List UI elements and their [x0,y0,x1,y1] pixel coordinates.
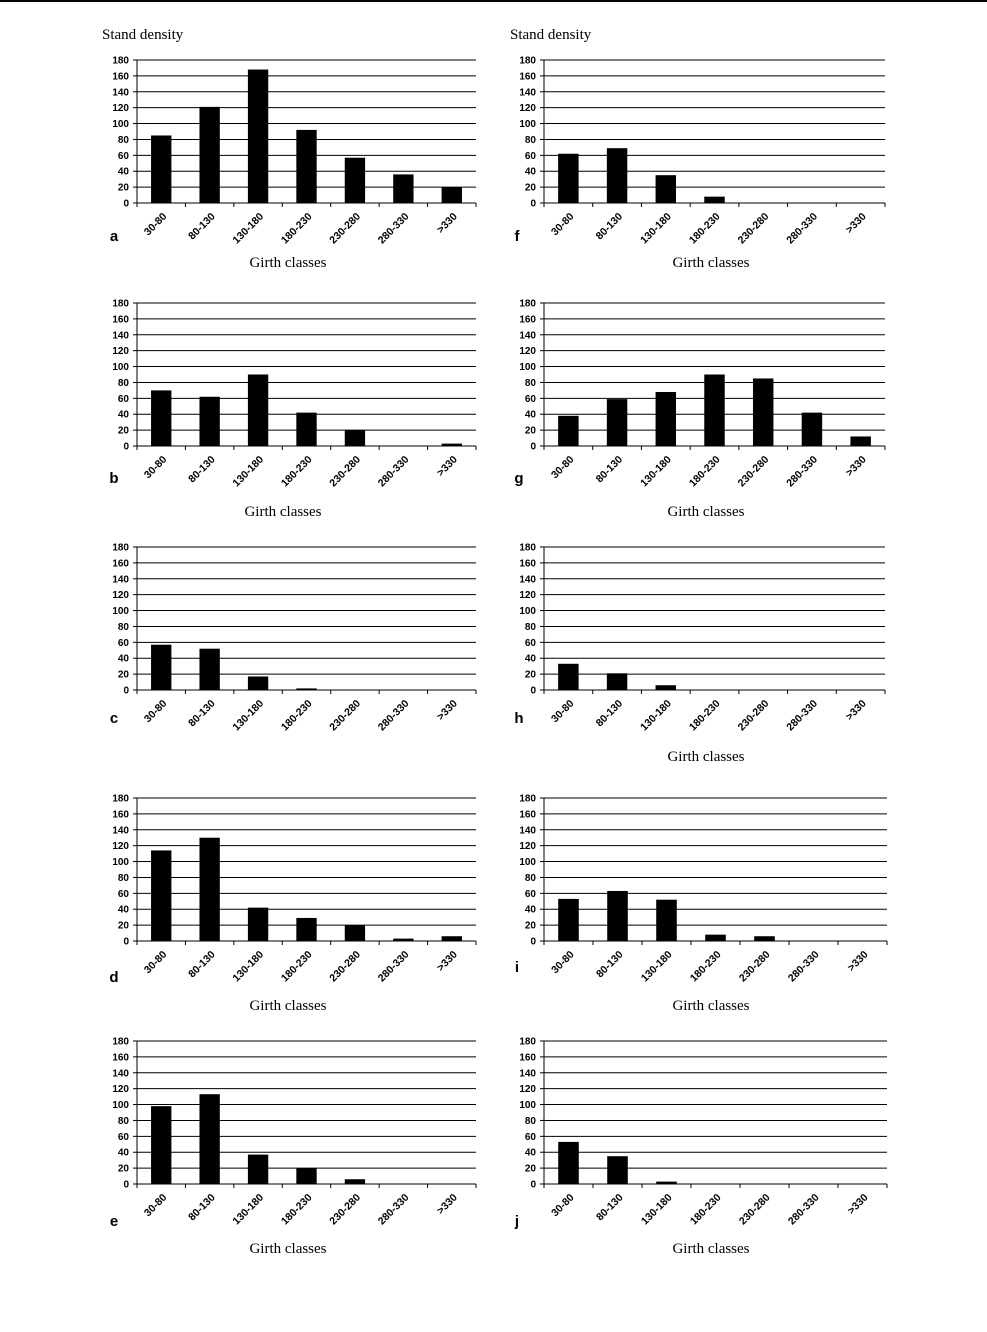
panel-d-ytick-label: 140 [112,825,129,837]
panel-f-category-label: 80-130 [593,210,626,243]
panel-c-ytick-label: 140 [112,574,129,586]
panel-f-category-label: 130-180 [638,210,674,247]
panel-g-bar [753,378,773,446]
panel-a-bar [296,130,316,203]
panel-c-ytick-label: 80 [117,621,129,633]
panel-c-category-label: 30-80 [141,697,170,726]
panel-j-ytick-label: 40 [524,1147,536,1159]
panel-a-category-label: 130-180 [230,210,267,247]
panel-j-ytick-label: 80 [524,1115,536,1127]
panel-f-bar [607,148,627,203]
panel-j-bar [656,1182,677,1184]
panel-d-category-label: >330 [434,948,460,974]
panel-b-ytick-label: 0 [123,441,129,453]
panel-e-bar [345,1179,365,1184]
panel-g-ytick-label: 120 [519,346,536,358]
panel-j-ytick-label: 180 [519,1036,536,1048]
panel-g-bar [607,399,627,446]
panel-b-category-label: 80-130 [186,453,218,486]
panel-i-bar [656,900,677,941]
panel-b-ytick-label: 80 [117,377,129,389]
panel-d-bar [393,939,413,941]
panel-b-bar [248,375,268,447]
panel-g-ytick-label: 100 [519,362,536,374]
panel-f-letter: f [514,228,520,245]
panel-c-letter: c [109,710,119,727]
panel-e-bar [151,1106,171,1184]
panel-f-ytick-label: 100 [519,119,536,131]
panel-b-ytick-label: 40 [117,409,129,421]
panel-a-bar [248,70,268,203]
panel-e-category-label: 180-230 [278,1191,315,1228]
panel-c-category-label: 180-230 [278,697,315,734]
panel-f-category-label: 30-80 [549,210,577,239]
panel-e-bar [296,1168,316,1184]
panel-a-category-label: 80-130 [186,210,218,243]
panel-f-category-label: 280-330 [784,210,821,247]
panel-g-category-label: 80-130 [593,453,626,486]
panel-d-category-label: 230-280 [327,948,364,985]
panel-d-x-axis-title: Girth classes [249,998,327,1014]
panel-h-category-label: 180-230 [686,697,723,734]
panel-g-ytick-label: 60 [524,393,536,405]
panel-j-ytick-label: 140 [519,1068,536,1080]
panel-e-ytick-label: 80 [117,1115,129,1127]
panel-d-ytick-label: 160 [112,809,129,821]
panel-e-ytick-label: 180 [112,1036,129,1048]
panel-i-ytick-label: 20 [524,920,536,932]
panel-a-bar [442,187,462,203]
panel-c-bar [296,688,316,690]
panel-f-ytick-label: 140 [519,87,536,99]
panel-i-category-label: 230-280 [736,948,773,985]
panel-h-ytick-label: 120 [519,590,536,602]
panel-b-bar [345,430,365,446]
panel-f-category-label: 180-230 [686,210,723,247]
panel-d-ytick-label: 100 [112,857,129,869]
panel-b-category-label: 280-330 [375,453,412,490]
panel-h-category-label: 230-280 [735,697,772,734]
panel-h-ytick-label: 60 [524,637,536,649]
panel-g-category-label: 180-230 [686,453,723,490]
panel-h-category-label: 280-330 [784,697,821,734]
panel-j-x-axis-title: Girth classes [672,1241,750,1257]
panel-e-ytick-label: 40 [117,1147,129,1159]
panel-f-ytick-label: 0 [530,198,536,210]
panel-f-category-label: 230-280 [735,210,772,247]
panel-g-ytick-label: 0 [530,441,536,453]
panel-a-ytick-label: 60 [117,150,129,162]
panel-c-bar [199,649,219,690]
panel-e-category-label: 280-330 [375,1191,412,1228]
panel-a-bar [345,158,365,203]
panel-b-category-label: 30-80 [141,453,170,482]
panel-c-ytick-label: 40 [117,653,129,665]
panel-j-bar [607,1156,628,1184]
panel-b-x-axis-title: Girth classes [244,504,322,520]
panel-i-ytick-label: 140 [519,825,536,837]
panel-a-bar [199,107,219,203]
panel-i-category-label: >330 [845,948,871,974]
panel-a-ytick-label: 20 [117,182,129,194]
panel-c-ytick-label: 160 [112,558,129,570]
panel-d-ytick-label: 180 [112,793,129,805]
panel-j-letter: j [514,1213,520,1230]
panel-c-ytick-label: 20 [117,669,129,681]
panel-b-ytick-label: 140 [112,330,129,342]
panel-e-ytick-label: 60 [117,1131,129,1143]
panel-a-category-label: 30-80 [141,210,170,239]
panel-j-category-label: 30-80 [549,1191,577,1220]
panel-f-y-axis-title: Stand density [510,27,592,43]
panel-e-letter: e [109,1213,119,1230]
panel-e-x-axis-title: Girth classes [249,1241,327,1257]
panel-j-ytick-label: 60 [524,1131,536,1143]
panel-d-bar [199,838,219,941]
panel-a-ytick-label: 120 [112,103,129,115]
panel-f-bar [656,175,676,203]
panel-e-ytick-label: 100 [112,1100,129,1112]
panel-c-ytick-label: 60 [117,637,129,649]
panel-g-x-axis-title: Girth classes [667,504,745,520]
panel-d-bar [248,908,268,941]
panel-h-x-axis-title: Girth classes [667,749,745,765]
panel-g-bar [558,416,578,446]
panel-c-ytick-label: 100 [112,606,129,618]
panel-g-category-label: 30-80 [549,453,577,482]
panel-i-bar [558,899,579,941]
panel-d-ytick-label: 80 [117,872,129,884]
panel-j-ytick-label: 160 [519,1052,536,1064]
panel-i-category-label: 280-330 [785,948,822,985]
panel-b-bar [442,444,462,446]
panel-i-x-axis-title: Girth classes [672,998,750,1014]
panel-i-letter: i [514,959,520,976]
panel-b-ytick-label: 100 [112,362,129,374]
panel-i-ytick-label: 0 [530,936,536,948]
panel-h-ytick-label: 180 [519,542,536,554]
panel-i-category-label: 30-80 [549,948,577,977]
panel-f-ytick-label: 20 [524,182,536,194]
panel-c-bar [248,676,268,690]
panel-i-ytick-label: 180 [519,793,536,805]
panel-d-bar [151,850,171,941]
panel-d-category-label: 130-180 [230,948,267,985]
panel-g-bar [656,392,676,446]
panel-j-category-label: 80-130 [594,1191,626,1224]
panel-g-letter: g [514,470,524,487]
panel-d-ytick-label: 0 [123,936,129,948]
panel-j-category-label: >330 [845,1191,871,1217]
panel-g-bar [704,375,724,447]
panel-d-ytick-label: 40 [117,904,129,916]
panel-b-category-label: 180-230 [278,453,315,490]
panel-j-category-label: 280-330 [785,1191,822,1228]
panel-a-y-axis-title: Stand density [102,27,184,43]
panel-f-ytick-label: 180 [519,55,536,67]
panel-b-category-label: 130-180 [230,453,267,490]
panel-d-bar [442,936,462,941]
panel-i-ytick-label: 80 [524,872,536,884]
panel-d-category-label: 280-330 [375,948,412,985]
panel-a-ytick-label: 80 [117,134,129,146]
panel-f-x-axis-title: Girth classes [672,255,750,271]
panel-e-ytick-label: 0 [123,1179,129,1191]
panel-h-ytick-label: 40 [524,653,536,665]
panel-b-category-label: 230-280 [327,453,364,490]
panel-e-category-label: 30-80 [141,1191,170,1220]
panel-b-bar [296,413,316,446]
panel-c-category-label: 280-330 [375,697,412,734]
panel-h-category-label: 130-180 [638,697,674,734]
panel-e-ytick-label: 120 [112,1084,129,1096]
panel-a-category-label: 180-230 [278,210,315,247]
panel-h-bar [656,685,676,690]
panel-i-category-label: 180-230 [687,948,724,985]
panel-c-ytick-label: 180 [112,542,129,554]
panel-h-bar [607,673,627,690]
panel-c-category-label: 230-280 [327,697,364,734]
panel-f-bar [704,197,724,203]
panel-i-ytick-label: 160 [519,809,536,821]
panel-i-bar [607,891,628,941]
panel-c-bar [151,645,171,690]
panel-a-x-axis-title: Girth classes [249,255,327,271]
panel-c-category-label: 80-130 [186,697,218,730]
panel-c-category-label: 130-180 [230,697,267,734]
panel-d-ytick-label: 60 [117,888,129,900]
panel-i-bar [754,936,775,941]
panel-e-category-label: 130-180 [230,1191,267,1228]
panel-e-bar [199,1094,219,1184]
panel-a-ytick-label: 140 [112,87,129,99]
panel-i-ytick-label: 100 [519,857,536,869]
panel-b-ytick-label: 160 [112,314,129,326]
panel-h-ytick-label: 140 [519,574,536,586]
panel-j-category-label: 230-280 [736,1191,773,1228]
panel-f-ytick-label: 40 [524,166,536,178]
panel-b-ytick-label: 60 [117,393,129,405]
panel-e-ytick-label: 160 [112,1052,129,1064]
panel-g-category-label: >330 [843,453,869,479]
panel-h-ytick-label: 20 [524,669,536,681]
panel-b-bar [151,390,171,446]
panel-h-letter: h [514,710,524,727]
panel-d-bar [345,925,365,941]
panel-b-ytick-label: 120 [112,346,129,358]
panel-b-ytick-label: 20 [117,425,129,437]
panel-h-ytick-label: 80 [524,621,536,633]
panel-c-category-label: >330 [434,697,460,723]
panel-a-ytick-label: 40 [117,166,129,178]
panel-b-category-label: >330 [434,453,460,479]
panel-d-category-label: 80-130 [186,948,218,981]
panel-a-ytick-label: 0 [123,198,129,210]
panel-a-bar [151,135,171,203]
panel-h-ytick-label: 0 [530,685,536,697]
panel-j-ytick-label: 100 [519,1100,536,1112]
panel-c-ytick-label: 0 [123,685,129,697]
panel-h-category-label: 80-130 [593,697,626,730]
panel-a-letter: a [109,228,119,245]
panel-b-bar [199,397,219,446]
panel-g-category-label: 230-280 [735,453,772,490]
panel-i-bar [705,935,726,941]
panel-b-letter: b [109,470,119,487]
panel-a-category-label: >330 [434,210,460,236]
panel-h-ytick-label: 160 [519,558,536,570]
panel-a-ytick-label: 180 [112,55,129,67]
panel-f-bar [558,154,578,203]
panel-g-category-label: 280-330 [784,453,821,490]
panel-i-category-label: 130-180 [638,948,675,985]
panel-g-ytick-label: 180 [519,298,536,310]
panel-j-bar [558,1142,579,1184]
panel-f-category-label: >330 [843,210,869,236]
panel-f-ytick-label: 120 [519,103,536,115]
panel-e-ytick-label: 140 [112,1068,129,1080]
panel-c-ytick-label: 120 [112,590,129,602]
panel-h-category-label: >330 [843,697,869,723]
panel-j-category-label: 180-230 [687,1191,724,1228]
panel-i-ytick-label: 40 [524,904,536,916]
panel-d-bar [296,918,316,941]
panel-e-category-label: 230-280 [327,1191,364,1228]
panel-d-ytick-label: 120 [112,841,129,853]
panel-b-ytick-label: 180 [112,298,129,310]
panel-g-ytick-label: 160 [519,314,536,326]
panel-e-bar [248,1155,268,1184]
panel-a-ytick-label: 100 [112,119,129,131]
panel-j-category-label: 130-180 [638,1191,675,1228]
panel-g-ytick-label: 80 [524,377,536,389]
panel-f-ytick-label: 60 [524,150,536,162]
panel-h-bar [558,664,578,690]
panel-a-category-label: 280-330 [375,210,412,247]
panel-g-bar [802,413,822,446]
panel-e-category-label: 80-130 [186,1191,218,1224]
panel-i-ytick-label: 60 [524,888,536,900]
panel-h-category-label: 30-80 [549,697,577,726]
panel-e-category-label: >330 [434,1191,460,1217]
panel-a-category-label: 230-280 [327,210,364,247]
panel-j-ytick-label: 120 [519,1084,536,1096]
panel-g-category-label: 130-180 [638,453,674,490]
panel-d-category-label: 180-230 [278,948,315,985]
panel-f-ytick-label: 160 [519,71,536,83]
panel-i-category-label: 80-130 [594,948,626,981]
panel-h-ytick-label: 100 [519,606,536,618]
panel-i-ytick-label: 120 [519,841,536,853]
panel-e-ytick-label: 20 [117,1163,129,1175]
panel-g-ytick-label: 40 [524,409,536,421]
panel-d-category-label: 30-80 [141,948,170,977]
panel-g-ytick-label: 20 [524,425,536,437]
panel-j-ytick-label: 0 [530,1179,536,1191]
panel-d-letter: d [109,969,119,986]
panel-a-ytick-label: 160 [112,71,129,83]
panel-f-ytick-label: 80 [524,134,536,146]
panel-j-ytick-label: 20 [524,1163,536,1175]
panel-g-bar [850,436,870,446]
panel-d-ytick-label: 20 [117,920,129,932]
panel-g-ytick-label: 140 [519,330,536,342]
panel-a-bar [393,174,413,203]
